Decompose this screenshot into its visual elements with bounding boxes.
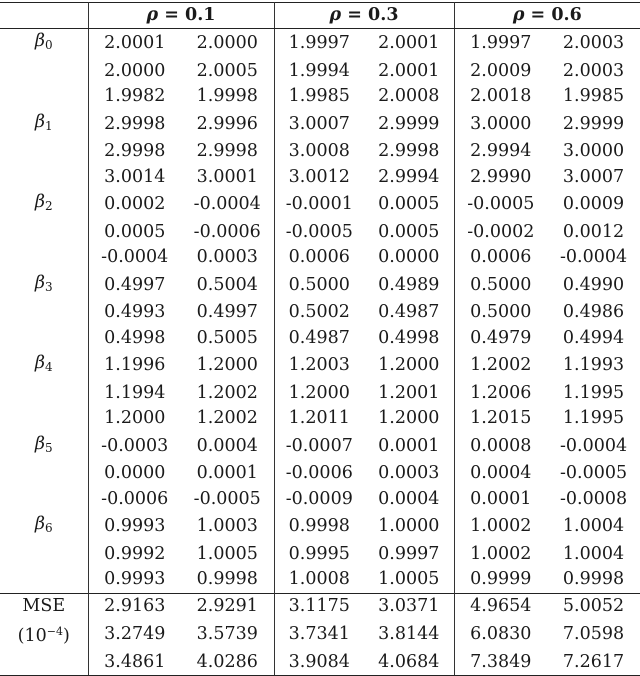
value-cell: 0.0004 bbox=[470, 463, 532, 483]
mse-value-cell: 3.4861 bbox=[88, 650, 181, 676]
value-cell: 1.9997 bbox=[470, 33, 532, 53]
value-cell: 2.0003 bbox=[562, 33, 625, 53]
mse-label-text: MSE bbox=[22, 595, 66, 616]
value-cell: 0.5004 bbox=[181, 271, 274, 301]
mse-value-cell: 7.3849 bbox=[454, 650, 547, 676]
coefficient-label bbox=[0, 542, 88, 568]
value-cell: 2.0001 bbox=[364, 29, 454, 59]
mse-row bbox=[0, 650, 640, 676]
mse-value-cell: 3.0371 bbox=[364, 593, 454, 619]
label-subscript: 1 bbox=[44, 118, 53, 133]
coefficient-label bbox=[0, 381, 88, 407]
value-cell: 1.1995 bbox=[562, 382, 625, 403]
value-cell: 1.0004 bbox=[562, 543, 625, 564]
table-body bbox=[0, 29, 640, 676]
mse-unit-close: ) bbox=[63, 626, 70, 646]
mse-label bbox=[0, 650, 88, 676]
value-cell: 2.0001 bbox=[364, 59, 454, 85]
value-cell: 2.0018 bbox=[470, 86, 532, 106]
value-cell: 1.1996 bbox=[104, 355, 166, 375]
mse-value-cell: 5.0052 bbox=[547, 593, 640, 619]
table-row bbox=[0, 432, 640, 462]
value-cell: 0.9998 bbox=[288, 516, 350, 536]
label-base: β bbox=[34, 514, 45, 534]
value-cell: -0.0004 bbox=[181, 190, 274, 220]
value-cell: 2.0000 bbox=[181, 29, 274, 59]
value-cell: 0.9993 bbox=[104, 516, 166, 536]
value-cell: 2.0001 bbox=[104, 33, 166, 53]
value-cell: -0.0004 bbox=[101, 247, 169, 267]
value-cell: 0.9997 bbox=[364, 542, 454, 568]
value-cell: 1.9998 bbox=[181, 84, 274, 110]
table-row bbox=[0, 351, 640, 381]
value-cell: 0.4986 bbox=[562, 302, 625, 322]
coefficient-label bbox=[0, 351, 88, 381]
coefficient-label bbox=[0, 245, 88, 271]
value-cell: 0.4987 bbox=[364, 300, 454, 326]
value-cell: -0.0004 bbox=[559, 435, 628, 456]
mse-label bbox=[0, 593, 88, 619]
value-cell: 0.0005 bbox=[104, 221, 166, 242]
value-cell: 0.0001 bbox=[470, 488, 532, 509]
value-cell: 0.4990 bbox=[562, 274, 625, 295]
value-cell: 0.0005 bbox=[364, 220, 454, 246]
value-cell: 1.0004 bbox=[562, 516, 625, 536]
mse-value-cell: 6.0830 bbox=[470, 623, 532, 644]
table-row bbox=[0, 220, 640, 246]
value-cell: 1.0005 bbox=[364, 567, 454, 593]
mse-value-cell: 3.5739 bbox=[181, 619, 274, 650]
table-row bbox=[0, 461, 640, 487]
table-row bbox=[0, 542, 640, 568]
value-cell: 2.9998 bbox=[364, 139, 454, 165]
value-cell: 0.4979 bbox=[470, 327, 532, 348]
value-cell: 1.2000 bbox=[104, 408, 166, 428]
mse-value-cell: 3.7341 bbox=[288, 623, 350, 644]
value-cell: 2.9996 bbox=[181, 110, 274, 140]
value-cell: -0.0005 bbox=[467, 194, 535, 214]
value-cell: 0.0009 bbox=[562, 194, 625, 214]
label-base: β bbox=[34, 272, 45, 293]
value-cell: 2.0009 bbox=[470, 60, 532, 81]
label-subscript: 4 bbox=[44, 360, 53, 374]
mse-value-cell: 7.0598 bbox=[562, 623, 625, 644]
coefficient-label bbox=[0, 59, 88, 85]
coefficient-label bbox=[0, 220, 88, 246]
table-row bbox=[0, 300, 640, 326]
value-cell: 0.4997 bbox=[181, 300, 274, 326]
value-cell: -0.0009 bbox=[285, 488, 353, 509]
value-cell: 0.5002 bbox=[288, 302, 350, 322]
value-cell: 0.0004 bbox=[181, 432, 274, 462]
mse-value-cell: 3.9084 bbox=[274, 650, 364, 676]
value-cell: 3.0000 bbox=[470, 113, 532, 134]
label-base: β bbox=[34, 433, 45, 454]
table-row bbox=[0, 487, 640, 513]
value-cell: 2.9994 bbox=[364, 165, 454, 191]
value-cell: 0.0006 bbox=[288, 247, 350, 267]
value-cell: 0.4994 bbox=[562, 327, 625, 348]
value-cell: 1.0003 bbox=[181, 512, 274, 542]
label-subscript: 5 bbox=[44, 440, 53, 455]
value-cell: 2.0000 bbox=[104, 60, 166, 81]
value-cell: 3.0014 bbox=[104, 166, 166, 187]
value-cell: 2.9990 bbox=[470, 166, 532, 187]
coefficient-label bbox=[0, 432, 88, 462]
value-cell: 1.2015 bbox=[470, 408, 532, 428]
value-cell: -0.0005 bbox=[559, 463, 628, 483]
value-cell: 0.0002 bbox=[104, 194, 166, 214]
table-row bbox=[0, 245, 640, 271]
value-cell: 0.4993 bbox=[104, 302, 166, 322]
value-cell: 1.2003 bbox=[288, 355, 350, 375]
value-cell: 1.2002 bbox=[181, 381, 274, 407]
value-cell: 1.1995 bbox=[562, 408, 625, 428]
value-cell: 0.0012 bbox=[562, 221, 625, 242]
value-cell: 0.0003 bbox=[364, 461, 454, 487]
value-cell: 0.5000 bbox=[288, 274, 350, 295]
value-cell: 2.9999 bbox=[562, 113, 625, 134]
label-base: β bbox=[34, 111, 45, 132]
mse-label bbox=[0, 619, 88, 650]
value-cell: 1.1994 bbox=[104, 382, 166, 403]
table-row bbox=[0, 271, 640, 301]
value-cell: 0.0004 bbox=[364, 487, 454, 513]
label-subscript: 2 bbox=[44, 199, 53, 213]
mse-value-cell: 4.0286 bbox=[181, 650, 274, 676]
value-cell: 2.0005 bbox=[181, 59, 274, 85]
value-cell: 0.5005 bbox=[181, 326, 274, 352]
coefficient-label bbox=[0, 84, 88, 110]
value-cell: 0.0005 bbox=[364, 190, 454, 220]
value-cell: -0.0006 bbox=[285, 463, 353, 483]
value-cell: 1.9994 bbox=[288, 60, 350, 81]
value-cell: 2.9998 bbox=[104, 113, 166, 134]
results-table bbox=[0, 2, 640, 676]
value-cell: 0.5000 bbox=[470, 302, 532, 322]
value-cell: 0.0003 bbox=[181, 245, 274, 271]
value-cell: 1.2000 bbox=[288, 382, 350, 403]
value-cell: 0.4997 bbox=[104, 274, 166, 295]
value-cell: -0.0006 bbox=[101, 488, 169, 509]
coefficient-label bbox=[0, 406, 88, 432]
value-cell: 0.4998 bbox=[364, 326, 454, 352]
value-cell: -0.0008 bbox=[559, 488, 628, 509]
mse-value-cell: 3.2749 bbox=[104, 623, 166, 644]
value-cell: 1.9985 bbox=[288, 86, 350, 106]
value-cell: 2.9998 bbox=[104, 141, 166, 161]
value-cell: 3.0007 bbox=[562, 166, 625, 187]
value-cell: 0.0008 bbox=[470, 435, 532, 456]
value-cell: 0.5000 bbox=[470, 274, 532, 295]
label-base: β bbox=[34, 353, 45, 373]
coefficient-label bbox=[0, 271, 88, 301]
table-row bbox=[0, 110, 640, 140]
coefficient-label bbox=[0, 512, 88, 542]
value-cell: 0.4989 bbox=[364, 271, 454, 301]
table-row bbox=[0, 406, 640, 432]
coefficient-label bbox=[0, 567, 88, 593]
coefficient-label bbox=[0, 139, 88, 165]
mse-value-cell: 3.1175 bbox=[274, 593, 364, 619]
value-cell: 3.0007 bbox=[288, 113, 350, 134]
coefficient-label bbox=[0, 300, 88, 326]
value-cell: -0.0005 bbox=[181, 487, 274, 513]
coefficient-label bbox=[0, 165, 88, 191]
value-cell: -0.0007 bbox=[285, 435, 353, 456]
header-rho-0.3: ρ = 0.3 bbox=[274, 3, 454, 29]
mse-unit-base: (10 bbox=[17, 626, 47, 646]
table-row bbox=[0, 381, 640, 407]
coefficient-label bbox=[0, 29, 88, 59]
value-cell: 2.9998 bbox=[181, 139, 274, 165]
value-cell: 1.9997 bbox=[288, 33, 350, 53]
value-cell: 1.1993 bbox=[562, 355, 625, 375]
value-cell: 3.0001 bbox=[181, 165, 274, 191]
value-cell: 0.0006 bbox=[470, 247, 532, 267]
value-cell: 0.0000 bbox=[364, 245, 454, 271]
mse-value-cell: 4.9654 bbox=[454, 593, 547, 619]
value-cell: 1.0008 bbox=[288, 569, 350, 589]
label-subscript: 3 bbox=[44, 279, 53, 294]
value-cell: 3.0012 bbox=[288, 166, 350, 187]
value-cell: 2.9994 bbox=[470, 141, 532, 161]
value-cell: 0.9998 bbox=[562, 569, 625, 589]
value-cell: 1.0005 bbox=[181, 542, 274, 568]
value-cell: 1.2000 bbox=[181, 351, 274, 381]
label-base: β bbox=[34, 31, 45, 51]
value-cell: 0.9998 bbox=[181, 567, 274, 593]
header-row bbox=[0, 3, 640, 29]
header-rho-0.1: ρ = 0.1 bbox=[88, 3, 274, 29]
value-cell: 3.0000 bbox=[562, 141, 625, 161]
table-row bbox=[0, 29, 640, 59]
value-cell: -0.0001 bbox=[285, 194, 353, 214]
coefficient-label bbox=[0, 326, 88, 352]
table-row bbox=[0, 512, 640, 542]
value-cell: -0.0002 bbox=[467, 221, 535, 242]
value-cell: 0.9992 bbox=[104, 543, 166, 564]
header-empty-cell bbox=[0, 3, 88, 29]
value-cell: 0.4998 bbox=[104, 327, 166, 348]
mse-value-cell: 7.2617 bbox=[547, 650, 640, 676]
mse-unit-exponent: −4 bbox=[46, 625, 63, 638]
value-cell: 2.0003 bbox=[562, 60, 625, 81]
coefficient-label bbox=[0, 487, 88, 513]
value-cell: 1.0002 bbox=[470, 516, 532, 536]
label-subscript: 0 bbox=[44, 38, 53, 52]
value-cell: 1.2006 bbox=[470, 382, 532, 403]
mse-row bbox=[0, 619, 640, 650]
value-cell: 0.4987 bbox=[288, 327, 350, 348]
coefficient-label bbox=[0, 110, 88, 140]
value-cell: -0.0004 bbox=[559, 247, 628, 267]
value-cell: 1.2002 bbox=[470, 355, 532, 375]
value-cell: -0.0005 bbox=[285, 221, 353, 242]
table-row bbox=[0, 567, 640, 593]
value-cell: 1.2011 bbox=[288, 408, 350, 428]
value-cell: 1.2000 bbox=[364, 406, 454, 432]
label-base: β bbox=[34, 192, 45, 212]
table-row bbox=[0, 326, 640, 352]
value-cell: 0.9999 bbox=[470, 569, 532, 589]
mse-row bbox=[0, 593, 640, 619]
mse-value-cell: 2.9291 bbox=[181, 593, 274, 619]
value-cell: 2.9999 bbox=[364, 110, 454, 140]
table-row bbox=[0, 190, 640, 220]
value-cell: 0.9993 bbox=[104, 569, 166, 589]
mse-value-cell: 4.0684 bbox=[364, 650, 454, 676]
value-cell: -0.0003 bbox=[101, 435, 169, 456]
coefficient-label bbox=[0, 190, 88, 220]
table-row bbox=[0, 59, 640, 85]
value-cell: 0.0000 bbox=[104, 463, 166, 483]
table-row bbox=[0, 165, 640, 191]
label-subscript: 6 bbox=[44, 521, 53, 535]
value-cell: 1.9985 bbox=[562, 86, 625, 106]
value-cell: 2.0008 bbox=[364, 84, 454, 110]
value-cell: 1.0002 bbox=[470, 543, 532, 564]
value-cell: -0.0006 bbox=[181, 220, 274, 246]
value-cell: 0.0001 bbox=[364, 432, 454, 462]
mse-value-cell: 3.8144 bbox=[364, 619, 454, 650]
coefficient-label bbox=[0, 461, 88, 487]
value-cell: 1.2002 bbox=[181, 406, 274, 432]
mse-value-cell: 2.9163 bbox=[88, 593, 181, 619]
value-cell: 1.0000 bbox=[364, 512, 454, 542]
value-cell: 1.2000 bbox=[364, 351, 454, 381]
value-cell: 0.9995 bbox=[288, 543, 350, 564]
table-row bbox=[0, 84, 640, 110]
table-row bbox=[0, 139, 640, 165]
value-cell: 1.9982 bbox=[104, 86, 166, 106]
value-cell: 1.2001 bbox=[364, 381, 454, 407]
header-rho-0.6: ρ = 0.6 bbox=[454, 3, 640, 29]
value-cell: 3.0008 bbox=[288, 141, 350, 161]
value-cell: 0.0001 bbox=[181, 461, 274, 487]
